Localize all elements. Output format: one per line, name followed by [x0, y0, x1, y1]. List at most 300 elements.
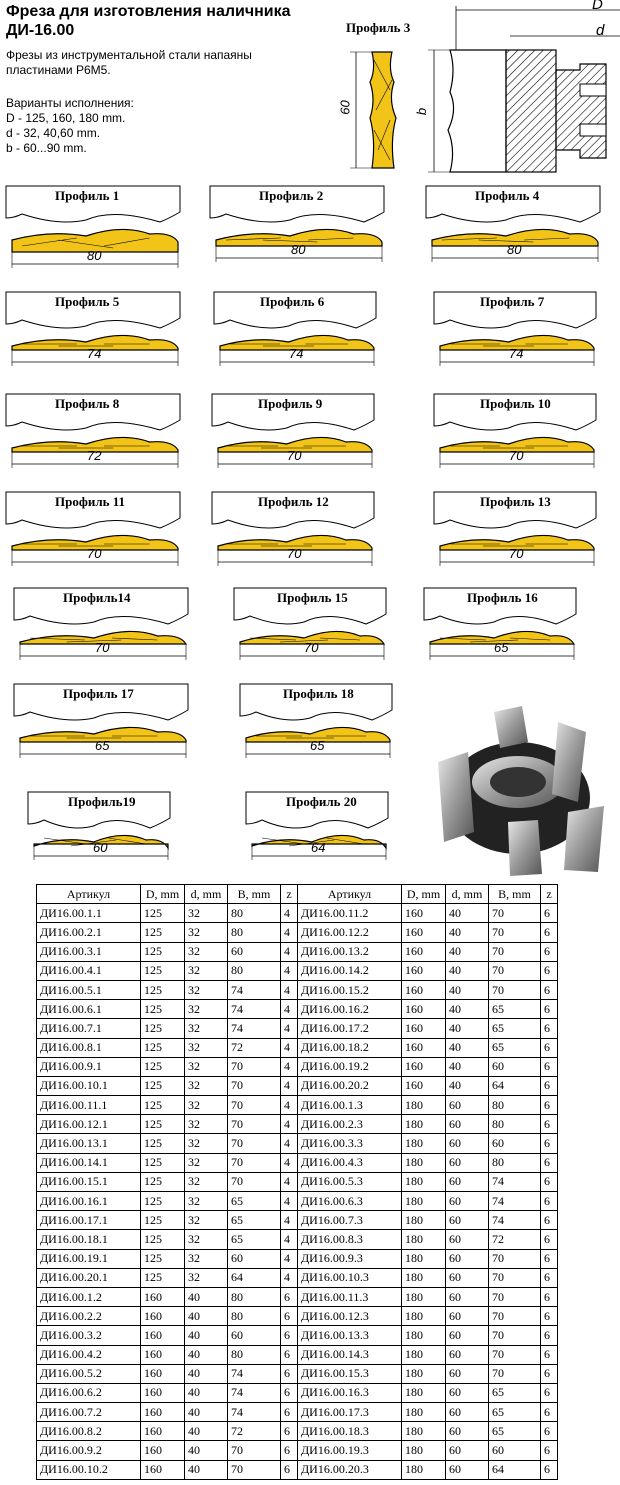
cell-z: 4	[281, 1076, 298, 1095]
cell-article-2: ДИ16.00.12.3	[298, 1307, 402, 1326]
cutter-photo-svg	[418, 702, 618, 878]
cell-d-2: 60	[446, 1134, 489, 1153]
cell-z-2: 6	[541, 1326, 558, 1345]
cell-D: 125	[141, 980, 185, 999]
table-row	[37, 923, 558, 942]
description	[6, 48, 252, 78]
cell-B: 65	[228, 1192, 281, 1211]
profile-15-label: Профиль 16	[467, 590, 538, 605]
profile-15-width: 65	[494, 640, 509, 655]
cell-d-2: 60	[446, 1287, 489, 1306]
cell-z-2: 6	[541, 1441, 558, 1460]
cell-B: 70	[228, 1115, 281, 1134]
cell-article: ДИ16.00.15.1	[37, 1172, 141, 1191]
cell-d: 40	[185, 1287, 228, 1306]
cell-d-2: 60	[446, 1364, 489, 1383]
cell-D: 160	[141, 1383, 185, 1402]
cell-B: 70	[228, 1057, 281, 1076]
cell-B-2: 70	[489, 1268, 541, 1287]
cell-d: 32	[185, 1153, 228, 1172]
cell-d: 32	[185, 1096, 228, 1115]
cell-article: ДИ16.00.17.1	[37, 1211, 141, 1230]
table-row	[37, 980, 558, 999]
dim-D-label: D	[592, 0, 603, 13]
cell-z-2: 6	[541, 1211, 558, 1230]
th-z-2: z	[541, 885, 558, 904]
cell-d: 40	[185, 1345, 228, 1364]
cell-B: 72	[228, 1038, 281, 1057]
cell-B-2: 70	[489, 1249, 541, 1268]
th-B-2: B, mm	[489, 885, 541, 904]
cell-article-2: ДИ16.00.10.3	[298, 1268, 402, 1287]
profile-1-label: Профиль 1	[55, 188, 120, 203]
cell-B: 65	[228, 1230, 281, 1249]
profile3-shape	[370, 52, 396, 168]
profile-13-label: Профиль14	[63, 590, 131, 605]
profile-1-width: 80	[87, 248, 102, 263]
cell-B: 74	[228, 1383, 281, 1402]
cell-article-2: ДИ16.00.14.2	[298, 961, 402, 980]
cell-D: 125	[141, 1000, 185, 1019]
cell-d-2: 60	[446, 1096, 489, 1115]
cell-D: 125	[141, 1172, 185, 1191]
cell-d: 40	[185, 1383, 228, 1402]
table-row	[37, 942, 558, 961]
cell-article: ДИ16.00.6.2	[37, 1383, 141, 1402]
cell-D: 125	[141, 1230, 185, 1249]
cell-z: 4	[281, 1057, 298, 1076]
cell-z-2: 6	[541, 1230, 558, 1249]
cell-d-2: 60	[446, 1249, 489, 1268]
cell-z: 6	[281, 1460, 298, 1479]
cell-B: 60	[228, 942, 281, 961]
profile-12-label: Профиль 13	[480, 494, 551, 509]
table-row	[37, 1230, 558, 1249]
cell-d-2: 40	[446, 923, 489, 942]
cell-B-2: 70	[489, 923, 541, 942]
profile-15	[422, 582, 582, 676]
profile-3-label: Профиль 4	[475, 188, 540, 203]
cell-z: 4	[281, 980, 298, 999]
cell-D-2: 180	[402, 1326, 446, 1345]
profile-2	[208, 180, 390, 278]
cell-B-2: 70	[489, 980, 541, 999]
cell-D: 125	[141, 1019, 185, 1038]
cell-d: 32	[185, 1172, 228, 1191]
cell-z-2: 6	[541, 1249, 558, 1268]
cell-article: ДИ16.00.1.1	[37, 904, 141, 923]
cell-D-2: 180	[402, 1115, 446, 1134]
cell-z-2: 6	[541, 1307, 558, 1326]
profile3-label: Профиль 3	[346, 20, 411, 35]
cell-B-2: 65	[489, 1383, 541, 1402]
cell-article-2: ДИ16.00.17.2	[298, 1019, 402, 1038]
table-row	[37, 1383, 558, 1402]
cell-d-2: 60	[446, 1307, 489, 1326]
dim-height-label: 60	[337, 100, 353, 115]
cell-z: 4	[281, 1000, 298, 1019]
cell-B: 74	[228, 1403, 281, 1422]
table-header-row	[37, 885, 558, 904]
cell-D-2: 160	[402, 1076, 446, 1095]
cell-d: 32	[185, 1211, 228, 1230]
cutter-drawing	[330, 0, 620, 180]
profile-8-width: 70	[287, 448, 302, 463]
cell-z-2: 6	[541, 1268, 558, 1287]
cell-d-2: 60	[446, 1115, 489, 1134]
profile-11-label: Профиль 12	[258, 494, 329, 509]
cell-d-2: 40	[446, 1076, 489, 1095]
th-z-1: z	[281, 885, 298, 904]
th-d-2: d, mm	[446, 885, 489, 904]
profile-10-width: 70	[87, 546, 102, 561]
cell-d-2: 40	[446, 904, 489, 923]
profile-1	[4, 180, 186, 284]
table-row	[37, 1115, 558, 1134]
cell-B: 80	[228, 961, 281, 980]
cell-D-2: 180	[402, 1460, 446, 1479]
cell-B: 74	[228, 1019, 281, 1038]
profile-7	[4, 388, 186, 484]
cell-d-2: 60	[446, 1403, 489, 1422]
profile-12-width: 70	[509, 546, 524, 561]
cell-D: 160	[141, 1460, 185, 1479]
cell-D-2: 180	[402, 1364, 446, 1383]
th-d-1: d, mm	[185, 885, 228, 904]
cell-D-2: 180	[402, 1345, 446, 1364]
profile-11	[210, 486, 380, 582]
cell-article-2: ДИ16.00.5.3	[298, 1172, 402, 1191]
desc-line-1: Фрезы из инструментальной стали напаяны	[6, 48, 252, 62]
profile-10	[4, 486, 186, 582]
profile-5-width: 74	[289, 346, 304, 361]
cell-d: 32	[185, 1057, 228, 1076]
cell-D: 125	[141, 1153, 185, 1172]
profile-14-label: Профиль 15	[277, 590, 348, 605]
cell-d-2: 60	[446, 1268, 489, 1287]
cell-B: 74	[228, 980, 281, 999]
cell-z: 4	[281, 961, 298, 980]
table-row	[37, 1172, 558, 1191]
cell-z-2: 6	[541, 1096, 558, 1115]
profile-16-label: Профиль 17	[63, 686, 134, 701]
cell-D-2: 180	[402, 1172, 446, 1191]
cell-d-2: 40	[446, 961, 489, 980]
cell-z: 6	[281, 1422, 298, 1441]
profile-13-width: 70	[95, 640, 110, 655]
table-row	[37, 1076, 558, 1095]
cell-D-2: 180	[402, 1383, 446, 1402]
dim-b-label: b	[414, 107, 430, 116]
profile-11-width: 70	[287, 546, 302, 561]
cell-D: 125	[141, 1096, 185, 1115]
cell-z: 4	[281, 1172, 298, 1191]
cell-B-2: 70	[489, 904, 541, 923]
cell-article: ДИ16.00.20.1	[37, 1268, 141, 1287]
cell-z-2: 6	[541, 942, 558, 961]
cell-d-2: 60	[446, 1422, 489, 1441]
profile-3	[424, 180, 606, 278]
cell-B: 64	[228, 1268, 281, 1287]
cell-z: 4	[281, 1211, 298, 1230]
cell-D: 125	[141, 1134, 185, 1153]
cell-D: 125	[141, 1115, 185, 1134]
cell-article: ДИ16.00.1.2	[37, 1287, 141, 1306]
cell-z-2: 6	[541, 1192, 558, 1211]
cell-z: 4	[281, 1019, 298, 1038]
cell-D: 125	[141, 1057, 185, 1076]
table-row	[37, 1192, 558, 1211]
table-row	[37, 1268, 558, 1287]
cell-B-2: 70	[489, 942, 541, 961]
title-line-2: ДИ-16.00	[6, 22, 75, 39]
cell-z: 4	[281, 904, 298, 923]
cell-d-2: 60	[446, 1460, 489, 1479]
cell-B: 74	[228, 1000, 281, 1019]
profile-14-width: 70	[304, 640, 319, 655]
cell-z: 4	[281, 942, 298, 961]
cell-article: ДИ16.00.10.1	[37, 1076, 141, 1095]
cell-z: 4	[281, 1096, 298, 1115]
cell-D: 160	[141, 1364, 185, 1383]
cell-d: 32	[185, 1019, 228, 1038]
cell-B-2: 64	[489, 1076, 541, 1095]
cell-B-2: 65	[489, 1038, 541, 1057]
cell-B-2: 70	[489, 1307, 541, 1326]
cell-D: 125	[141, 1076, 185, 1095]
cell-B: 70	[228, 1096, 281, 1115]
cell-d-2: 60	[446, 1441, 489, 1460]
cell-z: 6	[281, 1307, 298, 1326]
table-row	[37, 1019, 558, 1038]
cell-article-2: ДИ16.00.19.3	[298, 1441, 402, 1460]
cell-article: ДИ16.00.10.2	[37, 1460, 141, 1479]
cell-z-2: 6	[541, 1038, 558, 1057]
profile-17-width: 65	[310, 738, 325, 753]
cell-B-2: 65	[489, 1019, 541, 1038]
th-B-1: B, mm	[228, 885, 281, 904]
cell-B-2: 74	[489, 1192, 541, 1211]
cell-z-2: 6	[541, 1057, 558, 1076]
cell-d-2: 60	[446, 1383, 489, 1402]
table-row	[37, 1345, 558, 1364]
cell-B-2: 70	[489, 1364, 541, 1383]
cell-D-2: 180	[402, 1230, 446, 1249]
table-row	[37, 1134, 558, 1153]
cell-D-2: 160	[402, 961, 446, 980]
cell-B-2: 64	[489, 1460, 541, 1479]
cell-d: 32	[185, 1268, 228, 1287]
cell-z-2: 6	[541, 980, 558, 999]
cell-B-2: 70	[489, 1287, 541, 1306]
cell-D-2: 180	[402, 1287, 446, 1306]
cell-article: ДИ16.00.13.1	[37, 1134, 141, 1153]
cell-B-2: 70	[489, 1345, 541, 1364]
title-line-1: Фреза для изготовления наличника	[6, 3, 291, 20]
cell-B: 70	[228, 1134, 281, 1153]
profile-13	[12, 582, 194, 676]
cell-article-2: ДИ16.00.4.3	[298, 1153, 402, 1172]
cell-article-2: ДИ16.00.3.3	[298, 1134, 402, 1153]
cell-d: 32	[185, 980, 228, 999]
profile-9-width: 70	[509, 448, 524, 463]
spec-table-body	[37, 904, 558, 1480]
cell-B: 80	[228, 1307, 281, 1326]
cell-d-2: 40	[446, 980, 489, 999]
cell-B: 70	[228, 1172, 281, 1191]
cell-z-2: 6	[541, 1076, 558, 1095]
table-row	[37, 1364, 558, 1383]
cell-D-2: 180	[402, 1211, 446, 1230]
cell-B: 72	[228, 1422, 281, 1441]
cell-d-2: 40	[446, 1019, 489, 1038]
cell-z: 4	[281, 923, 298, 942]
cell-article: ДИ16.00.7.1	[37, 1019, 141, 1038]
cell-B-2: 60	[489, 1134, 541, 1153]
cell-D: 125	[141, 923, 185, 942]
cell-article: ДИ16.00.2.2	[37, 1307, 141, 1326]
cell-D-2: 180	[402, 1249, 446, 1268]
cell-z-2: 6	[541, 1115, 558, 1134]
cell-D: 125	[141, 1249, 185, 1268]
cell-z: 4	[281, 1038, 298, 1057]
cell-d: 32	[185, 904, 228, 923]
profile-9	[432, 388, 602, 484]
profile-4	[4, 286, 186, 382]
table-row	[37, 1307, 558, 1326]
cell-d-2: 60	[446, 1345, 489, 1364]
table-row	[37, 1211, 558, 1230]
cell-D-2: 160	[402, 1000, 446, 1019]
cell-B-2: 74	[489, 1211, 541, 1230]
cell-D: 160	[141, 1287, 185, 1306]
cell-z-2: 6	[541, 1345, 558, 1364]
cell-article-2: ДИ16.00.7.3	[298, 1211, 402, 1230]
cell-article-2: ДИ16.00.18.3	[298, 1422, 402, 1441]
profile-18	[26, 786, 176, 876]
cell-D: 160	[141, 1326, 185, 1345]
cell-B-2: 72	[489, 1230, 541, 1249]
cell-z-2: 6	[541, 1153, 558, 1172]
cell-B: 80	[228, 923, 281, 942]
cell-z-2: 6	[541, 1019, 558, 1038]
cell-D-2: 160	[402, 1019, 446, 1038]
cell-article-2: ДИ16.00.20.2	[298, 1076, 402, 1095]
cell-z: 6	[281, 1383, 298, 1402]
cell-z: 6	[281, 1403, 298, 1422]
cell-D: 160	[141, 1441, 185, 1460]
cell-z-2: 6	[541, 1134, 558, 1153]
cell-D: 125	[141, 1038, 185, 1057]
cell-B-2: 80	[489, 1096, 541, 1115]
profile-5-label: Профиль 6	[260, 294, 325, 309]
cell-B: 70	[228, 1441, 281, 1460]
profile-6-label: Профиль 7	[480, 294, 545, 309]
cell-d-2: 60	[446, 1326, 489, 1345]
table-row	[37, 1153, 558, 1172]
cell-z: 4	[281, 1115, 298, 1134]
cell-article: ДИ16.00.4.1	[37, 961, 141, 980]
cell-B: 70	[228, 1460, 281, 1479]
profile-18-label: Профиль19	[68, 794, 136, 809]
cell-d: 32	[185, 1192, 228, 1211]
cell-D-2: 180	[402, 1153, 446, 1172]
cell-B: 80	[228, 1287, 281, 1306]
cell-B-2: 65	[489, 1000, 541, 1019]
profile-16-width: 65	[95, 738, 110, 753]
table-row	[37, 1326, 558, 1345]
profile-19-width: 64	[311, 840, 326, 855]
cell-D: 125	[141, 1211, 185, 1230]
cell-article-2: ДИ16.00.17.3	[298, 1403, 402, 1422]
cell-article-2: ДИ16.00.11.2	[298, 904, 402, 923]
cell-article: ДИ16.00.8.1	[37, 1038, 141, 1057]
profile-19-label: Профиль 20	[286, 794, 357, 809]
variants-block	[6, 96, 134, 156]
profile-6	[432, 286, 602, 382]
variant-b: b - 60...90 mm.	[6, 141, 87, 155]
cell-z: 4	[281, 1249, 298, 1268]
cell-d: 32	[185, 1076, 228, 1095]
variant-d: d - 32, 40,60 mm.	[6, 126, 101, 140]
cell-B-2: 74	[489, 1172, 541, 1191]
cell-B-2: 70	[489, 961, 541, 980]
cell-article-2: ДИ16.00.20.3	[298, 1460, 402, 1479]
cell-B: 80	[228, 904, 281, 923]
cell-article-2: ДИ16.00.19.2	[298, 1057, 402, 1076]
cell-d-2: 60	[446, 1172, 489, 1191]
cell-article: ДИ16.00.9.1	[37, 1057, 141, 1076]
cell-d: 32	[185, 1134, 228, 1153]
cell-D-2: 160	[402, 942, 446, 961]
cell-z: 6	[281, 1345, 298, 1364]
cell-z: 4	[281, 1134, 298, 1153]
cell-D: 125	[141, 961, 185, 980]
cell-article: ДИ16.00.6.1	[37, 1000, 141, 1019]
cell-article-2: ДИ16.00.11.3	[298, 1287, 402, 1306]
cell-article-2: ДИ16.00.12.2	[298, 923, 402, 942]
cell-d: 32	[185, 1115, 228, 1134]
cell-article: ДИ16.00.9.2	[37, 1441, 141, 1460]
cell-B-2: 65	[489, 1422, 541, 1441]
cell-z-2: 6	[541, 1383, 558, 1402]
table-row	[37, 961, 558, 980]
cell-D-2: 160	[402, 1057, 446, 1076]
cell-D-2: 180	[402, 1268, 446, 1287]
dim-d-label: d	[596, 22, 605, 39]
cell-D: 125	[141, 1268, 185, 1287]
cell-d-2: 60	[446, 1192, 489, 1211]
profile-8	[210, 388, 380, 484]
table-row	[37, 1287, 558, 1306]
cell-d: 40	[185, 1460, 228, 1479]
cell-d: 32	[185, 1038, 228, 1057]
cell-article: ДИ16.00.14.1	[37, 1153, 141, 1172]
cell-d: 40	[185, 1441, 228, 1460]
cell-B: 60	[228, 1326, 281, 1345]
profile-12	[432, 486, 602, 582]
cell-article-2: ДИ16.00.13.3	[298, 1326, 402, 1345]
desc-line-2: пластинами Р6М5.	[6, 63, 111, 77]
cell-z-2: 6	[541, 904, 558, 923]
cell-article: ДИ16.00.5.2	[37, 1364, 141, 1383]
cell-article: ДИ16.00.8.2	[37, 1422, 141, 1441]
cell-B: 74	[228, 1364, 281, 1383]
cell-article: ДИ16.00.19.1	[37, 1249, 141, 1268]
cell-D: 160	[141, 1403, 185, 1422]
cell-B-2: 80	[489, 1115, 541, 1134]
cell-article: ДИ16.00.5.1	[37, 980, 141, 999]
